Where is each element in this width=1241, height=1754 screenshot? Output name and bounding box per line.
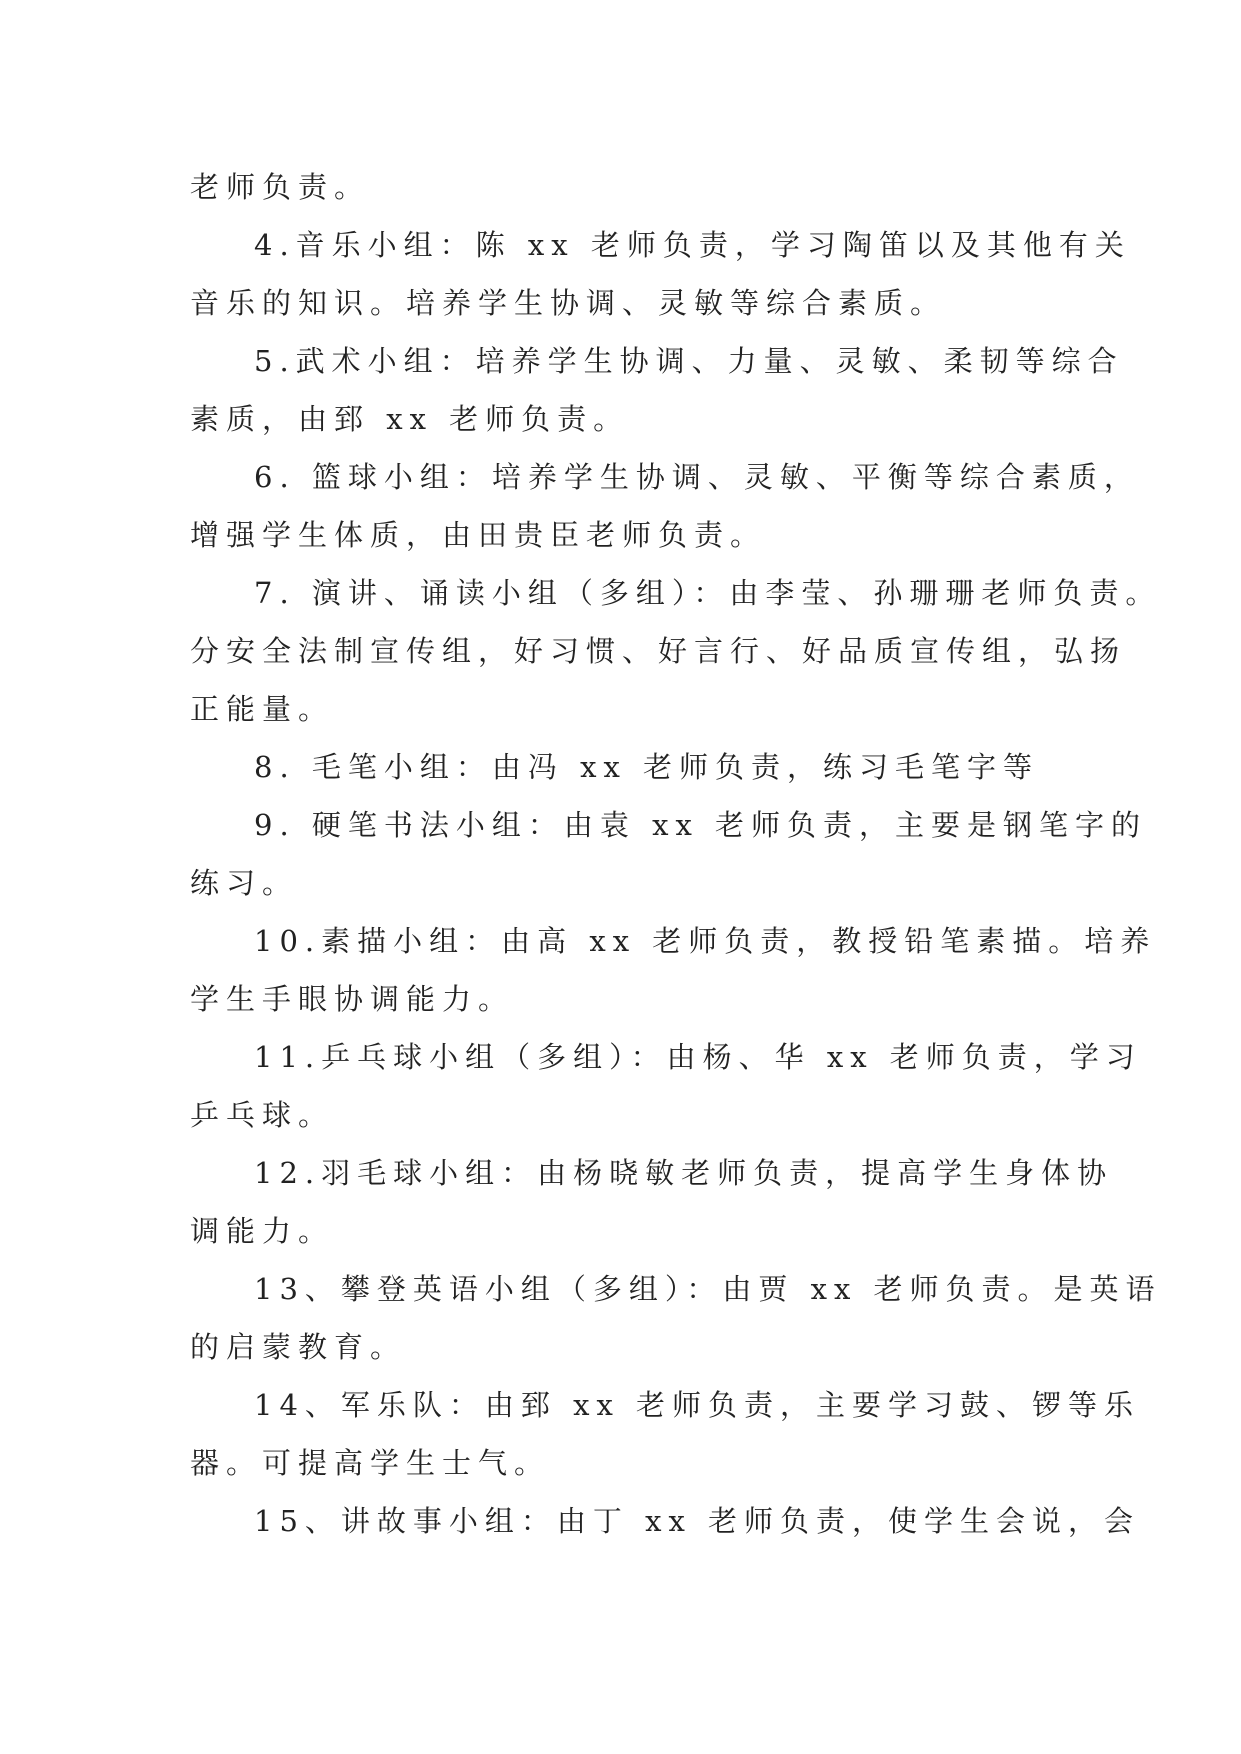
paragraph-start-line: 4.音乐小组：陈 xx 老师负责，学习陶笛以及其他有关 [254,228,1131,262]
text-line: 老师负责。 [190,170,371,204]
paragraph-start-line: 6. 篮球小组：培养学生协调、灵敏、平衡等综合素质， [254,460,1140,494]
text-line: 分安全法制宣传组，好习惯、好言行、好品质宣传组，弘扬 [190,634,1127,668]
text-line: 乒乓球。 [190,1098,335,1132]
document-body [190,158,1162,1550]
paragraph-start-line: 10.素描小组：由高 xx 老师负责，教授铅笔素描。培养 [254,924,1157,958]
text-line: 练习。 [190,866,299,900]
text-line: 器。可提高学生士气。 [190,1446,551,1480]
paragraph-start-line: 7. 演讲、诵读小组（多组）：由李莹、孙珊珊老师负责。 [254,576,1162,610]
paragraph-start-line: 15、讲故事小组：由丁 xx 老师负责，使学生会说，会 [254,1504,1141,1538]
paragraph-start-line: 11.乒乓球小组（多组）：由杨、华 xx 老师负责，学习 [254,1040,1142,1074]
paragraph-start-line: 8. 毛笔小组：由冯 xx 老师负责，练习毛笔字等 [254,750,1040,784]
text-line: 增强学生体质，由田贵臣老师负责。 [190,518,767,552]
text-line: 正能量。 [190,692,335,726]
text-line: 的启蒙教育。 [190,1330,407,1364]
paragraph-start-line: 12.羽毛球小组：由杨晓敏老师负责，提高学生身体协 [254,1156,1114,1190]
text-line: 调能力。 [190,1214,335,1248]
paragraph-start-line: 5.武术小组：培养学生协调、力量、灵敏、柔韧等综合 [254,344,1124,378]
paragraph-start-line: 14、军乐队：由郅 xx 老师负责，主要学习鼓、锣等乐 [254,1388,1141,1422]
text-line: 素质，由郅 xx 老师负责。 [190,402,630,436]
paragraph-start-line: 9. 硬笔书法小组：由袁 xx 老师负责，主要是钢笔字的 [254,808,1148,842]
paragraph-start-line: 13、攀登英语小组（多组）：由贾 xx 老师负责。是英语 [254,1272,1162,1306]
text-line: 学生手眼协调能力。 [190,982,515,1016]
text-line: 音乐的知识。培养学生协调、灵敏等综合素质。 [190,286,947,320]
